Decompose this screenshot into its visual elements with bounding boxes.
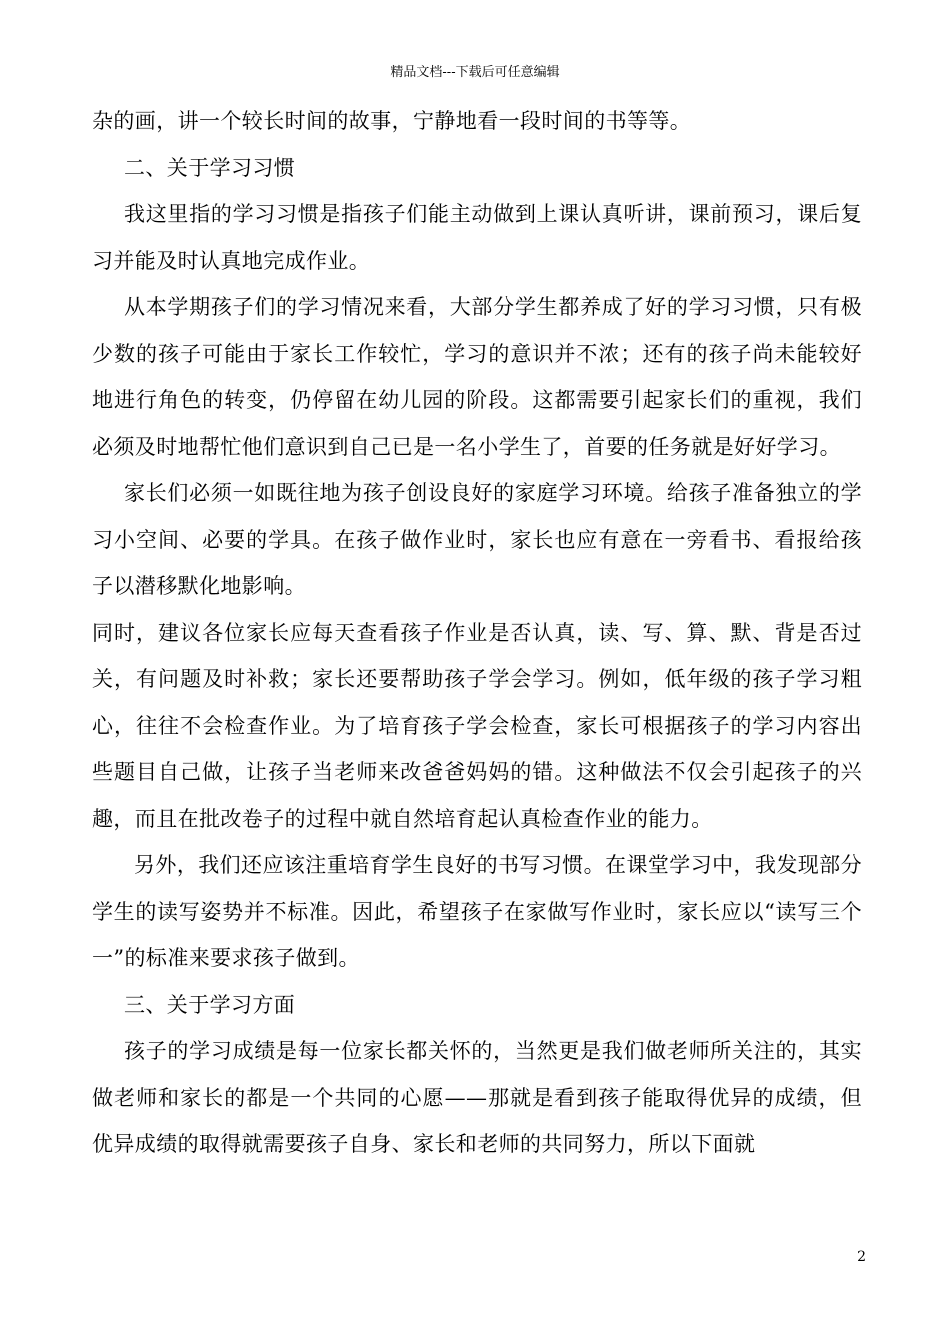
page-header: 精品文档---下载后可任意编辑 [390, 65, 560, 80]
document-body [92, 98, 862, 1168]
section-heading-study-aspects: 三、关于学习方面 [124, 992, 296, 1017]
paragraph-writing-habits: 另外，我们还应该注重培育学生良好的书写习惯。在课堂学习中，我发现部分学生的读写姿势并不标准。因此，希望孩子在家做写作业时，家长应以“读写三个一”的标准来要求孩子做到。 [92, 853, 862, 970]
paragraph-homework-check: 同时，建议各位家长应每天查看孩子作业是否认真，读、写、算、默、背是否过关，有问题及时补救；家长还要帮助孩子学会学习。例如，低年级的孩子学习粗心，往往不会检查作业。为了培育孩子学会检查，家长可根据孩子的学习内容出些题目自己做，让孩子当老师来改爸爸妈妈的错。这种做法不仅会引起孩子的兴趣，而且在批改卷子的过程中就自然培育起认真检查作业的能力。 [92, 620, 862, 831]
paragraph-semester-situation: 从本学期孩子们的学习情况来看，大部分学生都养成了好的学习习惯，只有极少数的孩子可能由于家长工作较忙，学习的意识并不浓；还有的孩子尚未能较好地进行角色的转变，仍停留在幼儿园的阶段。这都需要引起家长们的重视，我们必须及时地帮忙他们意识到自己已是一名小学生了，首要的任务就是好好学习。 [92, 295, 862, 459]
page-number: 2 [857, 1249, 866, 1265]
paragraph-study-results: 孩子的学习成绩是每一位家长都关怀的，当然更是我们做老师所关注的，其实做老师和家长的都是一个共同的心愿——那就是看到孩子能取得优异的成绩，但优异成绩的取得就需要孩子自身、家长和老师的共同努力，所以下面就 [92, 1039, 862, 1156]
paragraph-continuation: 杂的画，讲一个较长时间的故事，宁静地看一段时间的书等等。 [92, 109, 692, 133]
paragraph-habit-definition: 我这里指的学习习惯是指孩子们能主动做到上课认真听讲，课前预习，课后复习并能及时认真地完成作业。 [92, 202, 862, 273]
paragraph-home-environment: 家长们必须一如既往地为孩子创设良好的家庭学习环境。给孩子准备独立的学习小空间、必要的学具。在孩子做作业时，家长也应有意在一旁看书、看报给孩子以潜移默化地影响。 [92, 481, 862, 598]
section-heading-study-habits: 二、关于学习习惯 [124, 155, 296, 180]
